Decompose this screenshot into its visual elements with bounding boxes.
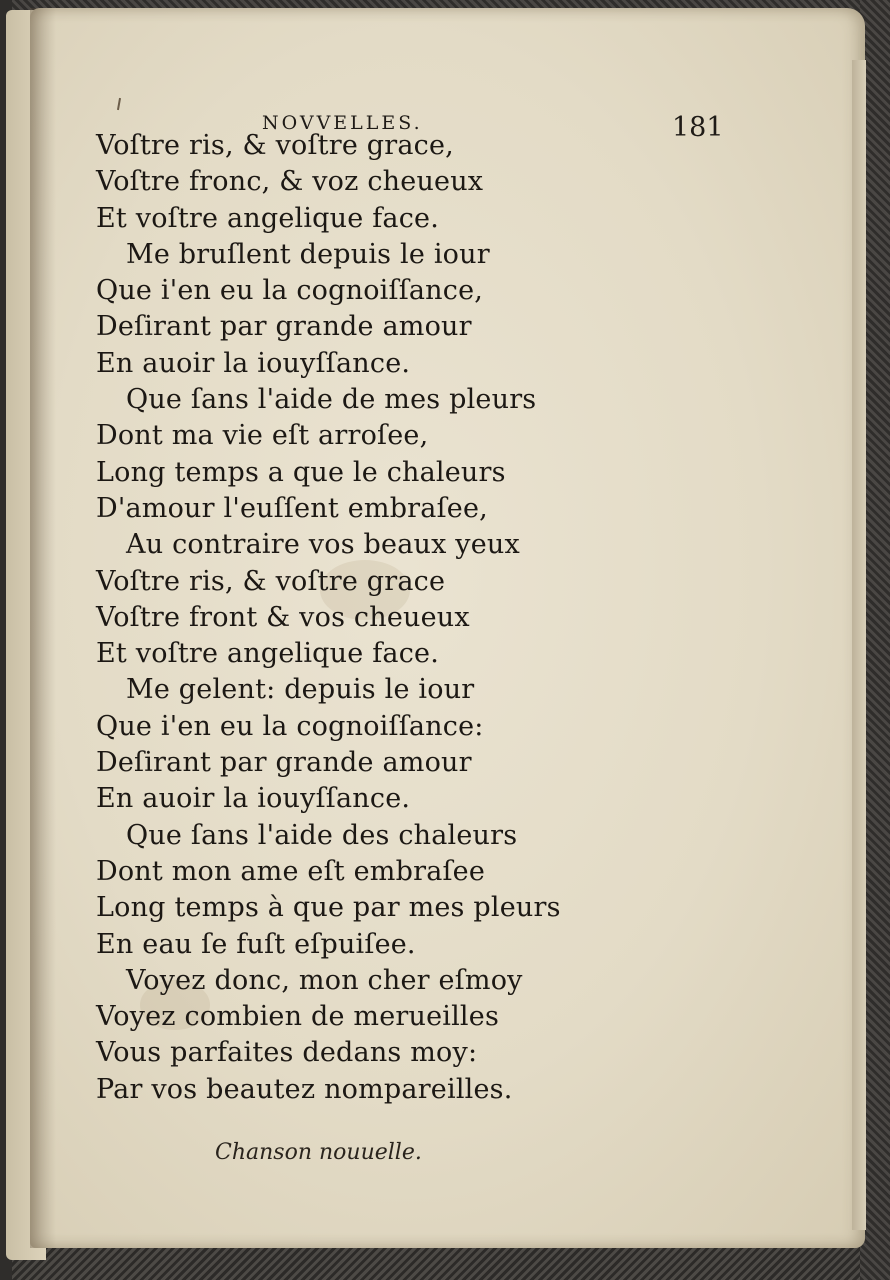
verse-line: Et voſtre angelique face. [96, 638, 439, 670]
verse-line: Au contraire vos beaux yeux [126, 529, 520, 561]
gutter-shadow [30, 8, 56, 1248]
verse-line: Par vos beautez nompareilles. [96, 1073, 513, 1105]
verse-line: Voyez combien de merueilles [96, 1001, 500, 1033]
verse-line: Voſtre ris, & voſtre grace, [96, 130, 454, 161]
catchword: Chanson nouuelle. [215, 1140, 422, 1165]
verse-line: En auoir la iouyſſance. [96, 783, 411, 815]
verse-line: Me bruſlent depuis le iour [126, 238, 490, 270]
verse-line: Vous parfaites dedans moy: [96, 1037, 478, 1069]
verse-line: Voſtre ris, & voſtre grace [96, 565, 446, 597]
verse-line: Long temps a que le chaleurs [96, 456, 506, 488]
verse-line: Et voſtre angelique face. [96, 202, 439, 234]
poem-text [96, 128, 561, 1108]
verse-line: Dont mon ame eſt embraſee [96, 855, 486, 887]
verse-line: Voyez donc, mon cher eſmoy [126, 964, 523, 996]
verse-line: Deſirant par grande amour [96, 311, 472, 343]
verse-line: Que i'en eu la cognoiſſance: [96, 710, 484, 742]
verse-line: Me gelent: depuis le iour [126, 674, 475, 706]
verse-line: Que ſans l'aide de mes pleurs [126, 384, 537, 416]
verse-line: En auoir la iouyſſance. [96, 347, 411, 379]
page-number: 181 [672, 112, 724, 143]
verse-line: Dont ma vie eſt arroſee, [96, 420, 429, 452]
verse-line: Que i'en eu la cognoiſſance, [96, 275, 484, 307]
verse-line: Voſtre fronc, & voz cheueux [96, 166, 484, 198]
verse-line: Long temps à que par mes pleurs [96, 892, 561, 924]
verse-line: En eau ſe fuſt eſpuiſee. [96, 928, 416, 960]
verse-line: Que ſans l'aide des chaleurs [126, 819, 518, 851]
page-stack-edge [852, 60, 866, 1230]
verse-line: Deſirant par grande amour [96, 747, 472, 779]
verse-line: D'amour l'euſſent embraſee, [96, 492, 488, 524]
running-head: NOVVELLES. [262, 112, 423, 134]
verse-line: Voſtre front & vos cheueux [96, 601, 470, 633]
